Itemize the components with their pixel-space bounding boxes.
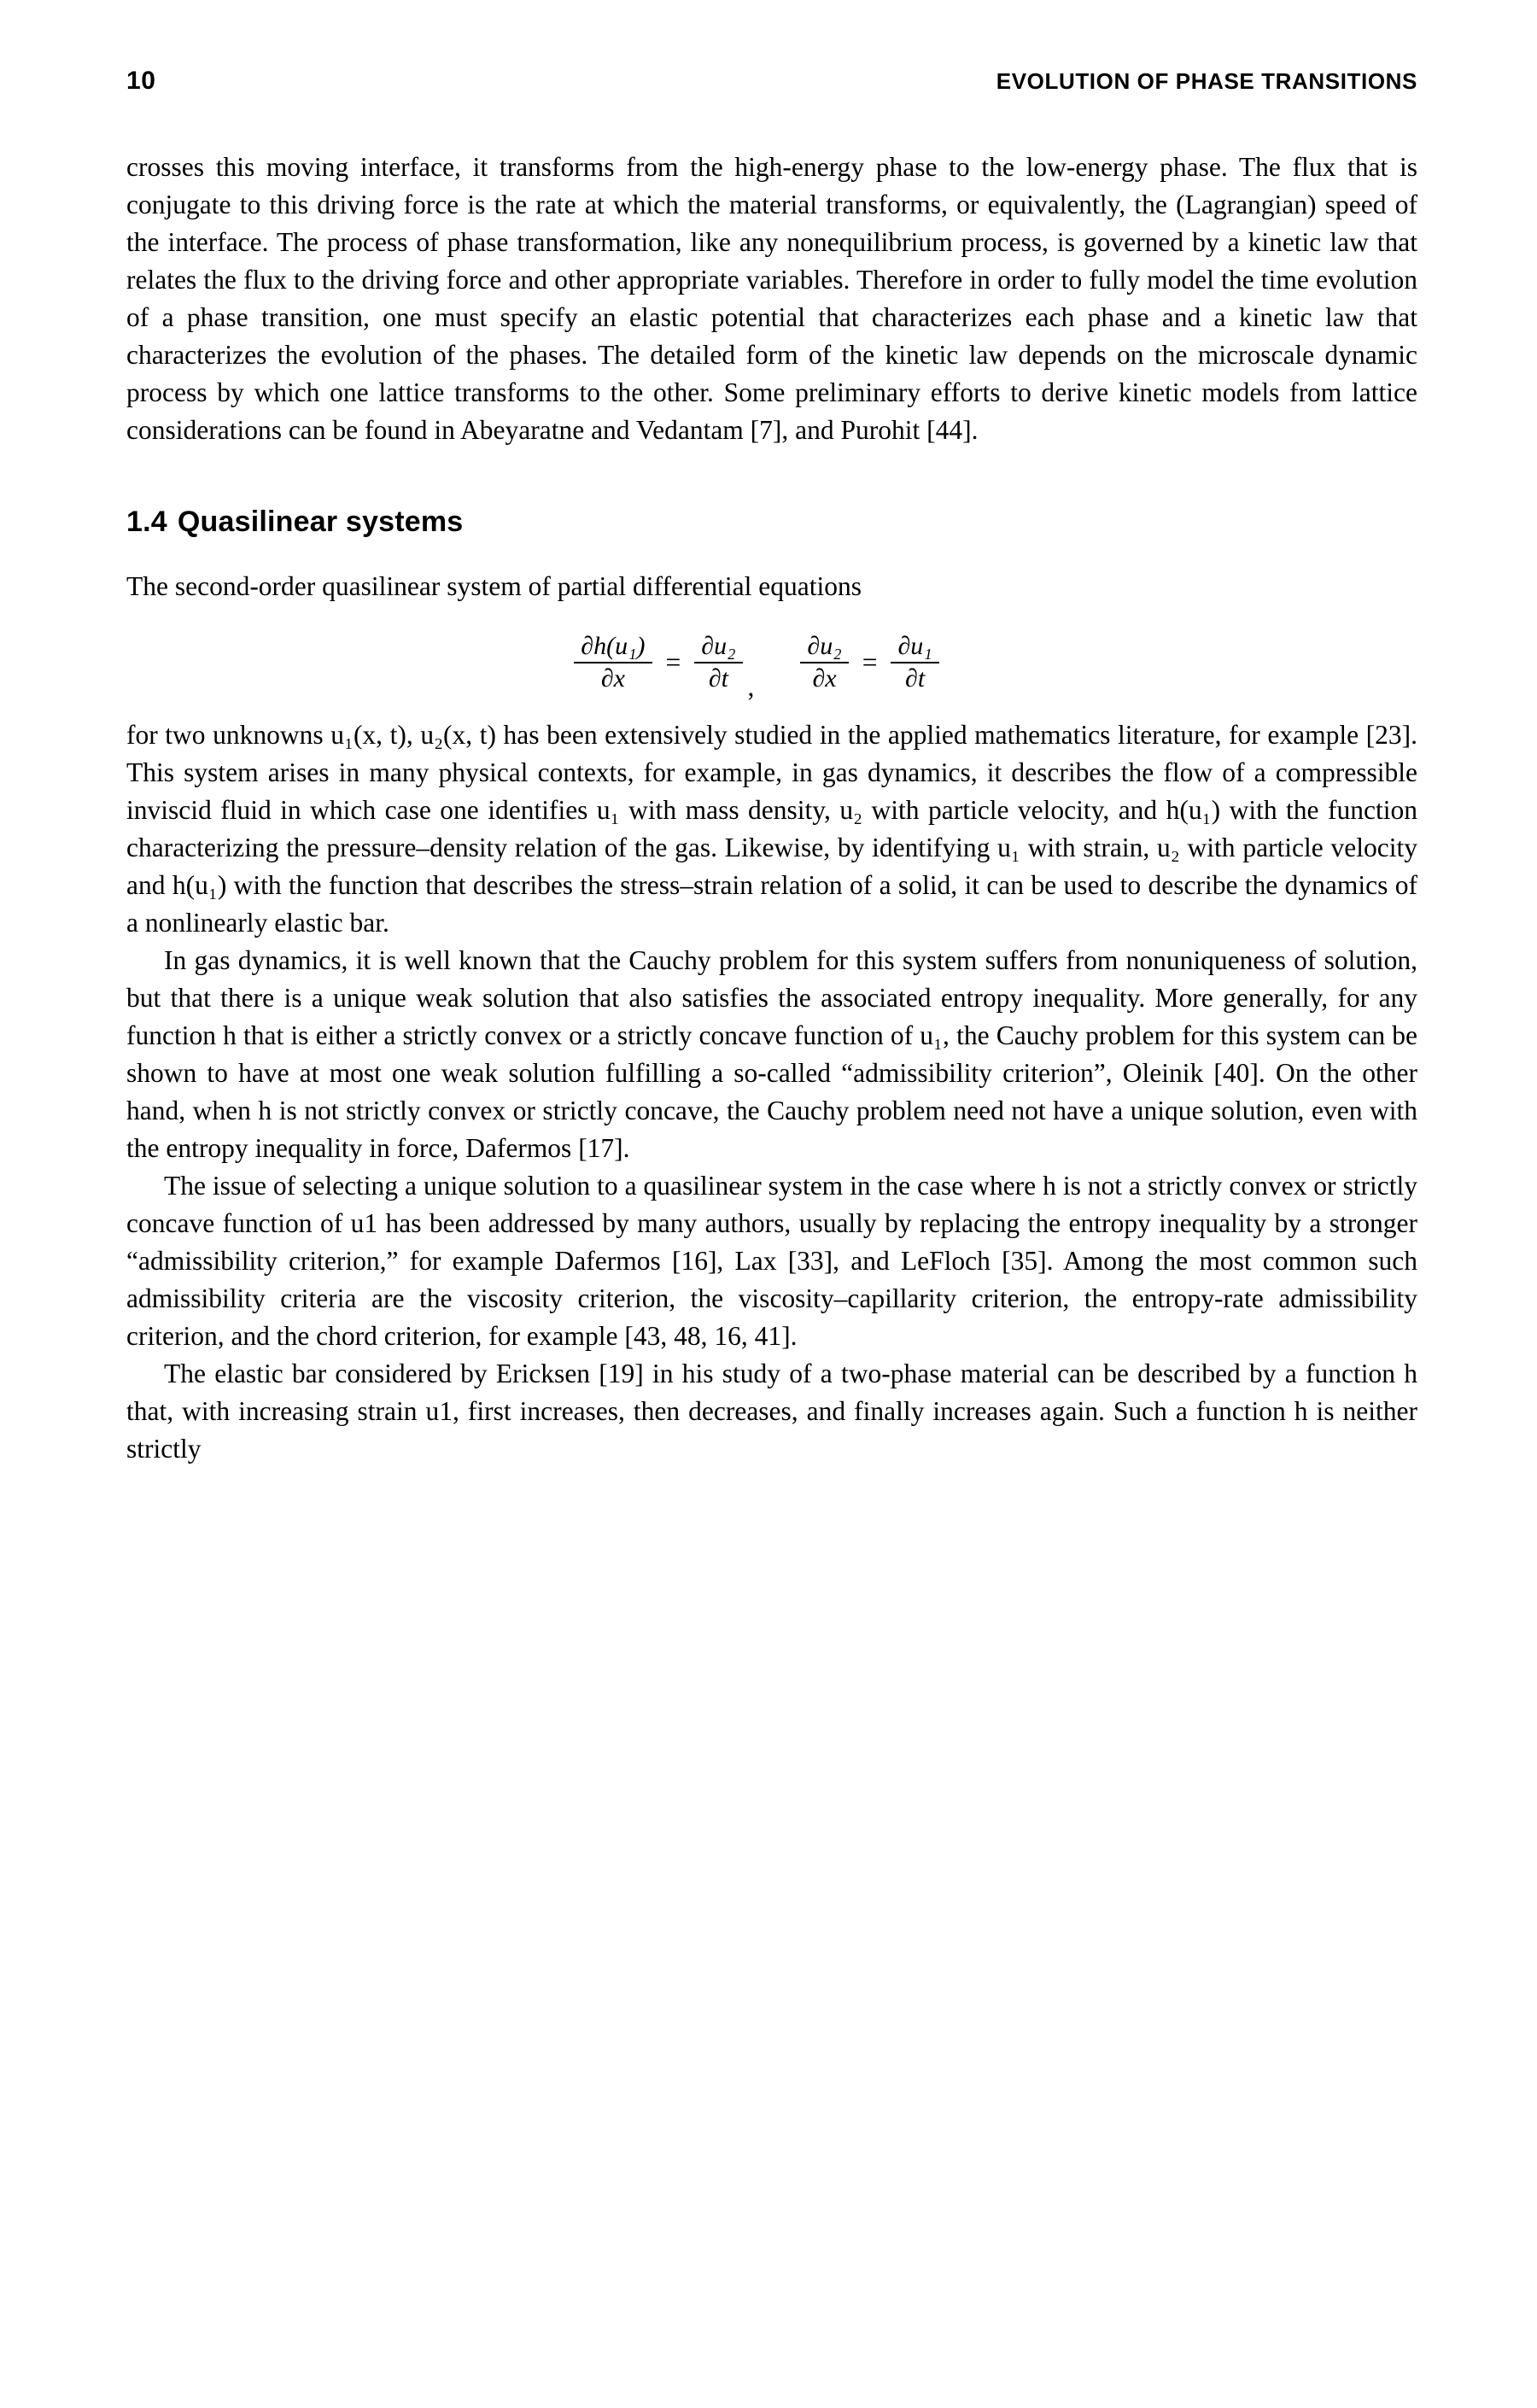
fraction-denominator: ∂x (812, 663, 837, 693)
fraction-numerator: ∂h(u₁) (581, 632, 646, 660)
paragraph-2: The second-order quasilinear system of partial differential equations (126, 571, 862, 601)
paragraph-4: In gas dynamics, it is well known that the Cauchy problem for this system suffers from nonuniqueness of solution, but that there is a unique weak solution that also satisfies the associated entropy inequality. More generally, for any function h that is either a strictly convex or a strictly concave function of u₁, the Cauchy problem for this system can be shown to have at most one weak solution fulfilling a so-called “admissibility criterion”, Oleinik [40]. On the other hand, when h is not strictly convex or strictly concave, the Cauchy problem need not have a unique solution, even with the entropy inequality in force, Dafermos [17]. (126, 944, 1417, 1163)
fraction-dh-dx (574, 631, 652, 694)
fraction-denominator: ∂x (600, 663, 625, 693)
paragraph-5: The issue of selecting a unique solution to a quasilinear system in the case where h is not a strictly convex or strictly concave function of u1 has been addressed by many authors, usually by replacing the entropy inequality by a stronger “admissibility criterion,” for example Dafermos [16], Lax [33], and LeFloch [35]. Among the most common such admissibility criteria are the viscosity criterion, the viscosity–capillarity criterion, the entropy-rate admissibility criterion, and the chord criterion, for example [43, 48, 16, 41]. (126, 1170, 1417, 1351)
fraction-numerator: ∂u₂ (807, 632, 842, 660)
fraction-denominator: ∂t (905, 663, 926, 693)
fraction-denominator: ∂t (708, 663, 728, 693)
page-number: 10 (126, 67, 156, 95)
running-head-title: EVOLUTION OF PHASE TRANSITIONS (996, 68, 1417, 94)
page-content (126, 67, 1417, 1468)
section-number: 1.4 (126, 506, 167, 538)
paragraph-6: The elastic bar considered by Ericksen [19] in his study of a two-phase material can be described by a function h that, with increasing strain u1, first increases, then decreases, and finally increases again. Such a function h is neither strictly (126, 1358, 1417, 1464)
paragraph-3: for two unknowns u₁(x, t), u₂(x, t) has been extensively studied in the applied mathematics literature, for example [23]. This system arises in many physical contexts, for example, in gas dynamics, it describes the flow of a compressible inviscid fluid in which case one identifies u₁ with mass density, u₂ with particle velocity, and h(u₁) with the function characterizing the pressure–density relation of the gas. Likewise, by identifying u₁ with strain, u₂ with particle velocity and h(u₁) with the function that describes the stress–strain relation of a solid, it can be used to describe the dynamics of a nonlinearly elastic bar. (126, 719, 1417, 938)
section-title: Quasilinear systems (177, 506, 464, 538)
equation-comma: , (747, 671, 755, 702)
fraction-du2-dt (694, 631, 742, 694)
fraction-du1-dt (891, 631, 938, 694)
fraction-du2-dx (800, 631, 848, 694)
equals-sign-1: = (665, 646, 681, 677)
running-head (126, 67, 1417, 96)
fraction-numerator: ∂u₂ (701, 632, 736, 660)
display-equation (126, 631, 1417, 702)
section-heading (126, 506, 1417, 539)
paragraph-1: crosses this moving interface, it transforms from the high-energy phase to the low-energy phase. The flux that is conjugate to this driving force is the rate at which the material transforms, or equivalently, the (Lagrangian) speed of the interface. The process of phase transformation, like any nonequilibrium process, is governed by a kinetic law that relates the flux to the driving force and other appropriate variables. Therefore in order to fully model the time evolution of a phase transition, one must specify an elastic potential that characterizes each phase and a kinetic law that characterizes the evolution of the phases. The detailed form of the kinetic law depends on the microscale dynamic process by which one lattice transforms to the other. Some preliminary efforts to derive kinetic models from lattice considerations can be found in Abeyaratne and Vedantam [7], and Purohit [44]. (126, 152, 1417, 445)
equals-sign-2: = (862, 646, 878, 677)
fraction-numerator: ∂u₁ (897, 632, 932, 660)
